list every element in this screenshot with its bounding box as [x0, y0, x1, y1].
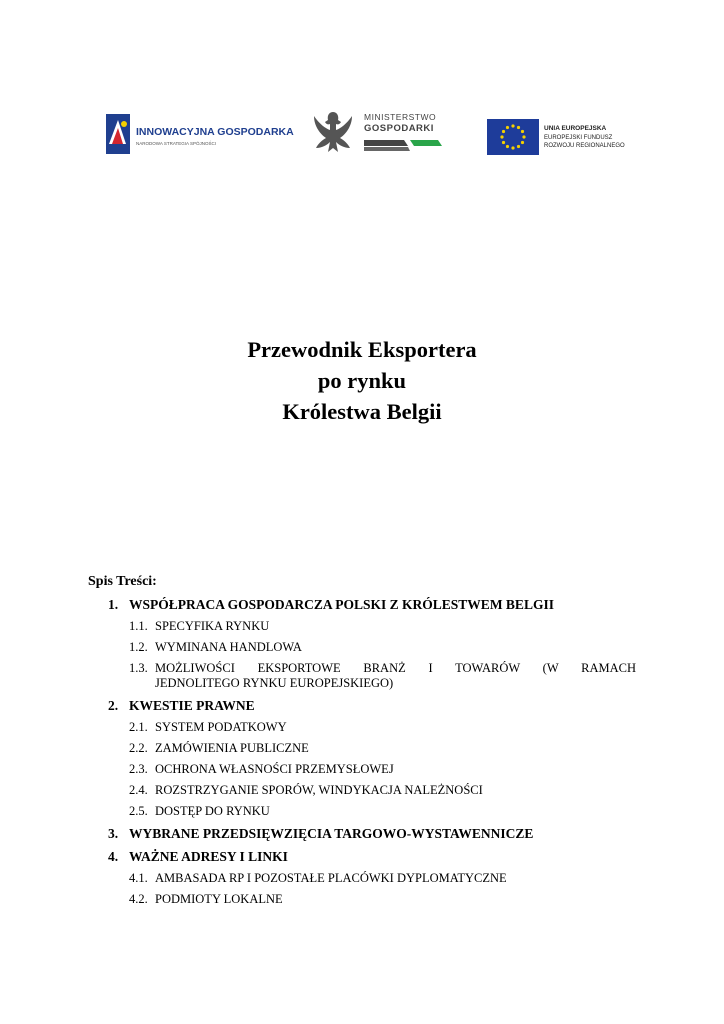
logo-bar [0, 106, 724, 170]
toc-item-number: 2.3. [129, 762, 148, 776]
toc-item-4-1[interactable] [129, 871, 636, 886]
toc-section-4[interactable] [108, 848, 636, 865]
innowacyjna-gospodarka-logo [106, 112, 294, 156]
toc-section-3[interactable] [108, 825, 636, 842]
toc-item-number: 2.2. [129, 741, 148, 755]
toc-item-label: AMBASADA RP I POZOSTAŁE PLACÓWKI DYPLOMATYCZNE [155, 871, 507, 885]
ue-line2: EUROPEJSKI FUNDUSZ [544, 135, 613, 141]
toc-item-4-2[interactable] [129, 892, 636, 907]
toc-item-label: SYSTEM PODATKOWY [155, 720, 287, 734]
toc-section-2[interactable] [108, 697, 636, 714]
toc-item-number: 1.1. [129, 619, 148, 633]
toc-item-number: 1.3. [129, 661, 148, 675]
toc-item-label: MOŻLIWOŚCI EKSPORTOWE BRANŻ I TOWARÓW (W RAMACH [155, 661, 636, 675]
toc-section-number: 2. [108, 698, 119, 713]
eagle-emblem-icon [308, 108, 358, 164]
toc-item-label: ROZSTRZYGANIE SPORÓW, WINDYKACJA NALEŻNOŚCI [155, 783, 483, 797]
toc-item-label: PODMIOTY LOKALNE [155, 892, 283, 906]
toc-section-label: KWESTIE PRAWNE [129, 698, 255, 713]
toc-section-number: 1. [108, 597, 119, 612]
toc-item-number: 2.1. [129, 720, 148, 734]
unia-europejska-logo [487, 117, 627, 157]
mg-line1: MINISTERSTWO [364, 112, 437, 122]
toc-section-label: WSPÓŁPRACA GOSPODARCZA POLSKI Z KRÓLESTWEM BELGII [129, 597, 554, 612]
toc-item-label: OCHRONA WŁASNOŚCI PRZEMYSŁOWEJ [155, 762, 394, 776]
toc-item-2-5[interactable] [129, 804, 636, 819]
ig-subtitle: NARODOWA STRATEGIA SPÓJNOŚCI [136, 141, 217, 146]
toc-item-2-4[interactable] [129, 783, 636, 798]
title-line-3: Królestwa Belgii [282, 399, 442, 424]
toc-item-label: WYMINANA HANDLOWA [155, 640, 302, 654]
toc-item-number: 2.5. [129, 804, 148, 818]
ue-line3: ROZWOJU REGIONALNEGO [544, 143, 625, 149]
toc-item-label: SPECYFIKA RYNKU [155, 619, 270, 633]
toc-heading: Spis Treści: [88, 574, 157, 589]
mg-line2: GOSPODARKI [364, 123, 434, 134]
toc-section-number: 4. [108, 849, 119, 864]
toc-item-2-2[interactable] [129, 741, 636, 756]
ig-emblem-icon [106, 114, 130, 154]
toc-item-number: 1.2. [129, 640, 148, 654]
toc-item-number: 2.4. [129, 783, 148, 797]
toc-item-1-2[interactable] [129, 640, 636, 655]
toc-section-label: WAŻNE ADRESY I LINKI [129, 849, 288, 864]
toc-item-number: 4.2. [129, 892, 148, 906]
toc-section-1[interactable] [108, 596, 636, 613]
ministerstwo-gospodarki-logo [308, 106, 444, 166]
mg-stripes-icon [364, 138, 442, 152]
eu-flag-icon [487, 119, 539, 155]
ig-title: INNOWACYJNA GOSPODARKA [136, 126, 294, 138]
toc-item-2-3[interactable] [129, 762, 636, 777]
toc-item-1-1[interactable] [129, 619, 636, 634]
document-title [0, 334, 724, 427]
toc-section-number: 3. [108, 826, 119, 841]
table-of-contents [88, 574, 636, 913]
title-line-2: po rynku [317, 368, 407, 393]
toc-item-1-3[interactable] [129, 661, 636, 691]
toc-item-label-continued: JEDNOLITEGO RYNKU EUROPEJSKIEGO) [155, 676, 394, 690]
toc-section-label: WYBRANE PRZEDSIĘWZIĘCIA TARGOWO-WYSTAWENNICZE [129, 826, 534, 841]
title-line-1: Przewodnik Eksportera [247, 337, 477, 362]
ue-line1: UNIA EUROPEJSKA [544, 125, 607, 132]
toc-item-label: ZAMÓWIENIA PUBLICZNE [155, 741, 309, 755]
toc-item-number: 4.1. [129, 871, 148, 885]
toc-item-label: DOSTĘP DO RYNKU [155, 804, 270, 818]
toc-item-2-1[interactable] [129, 720, 636, 735]
